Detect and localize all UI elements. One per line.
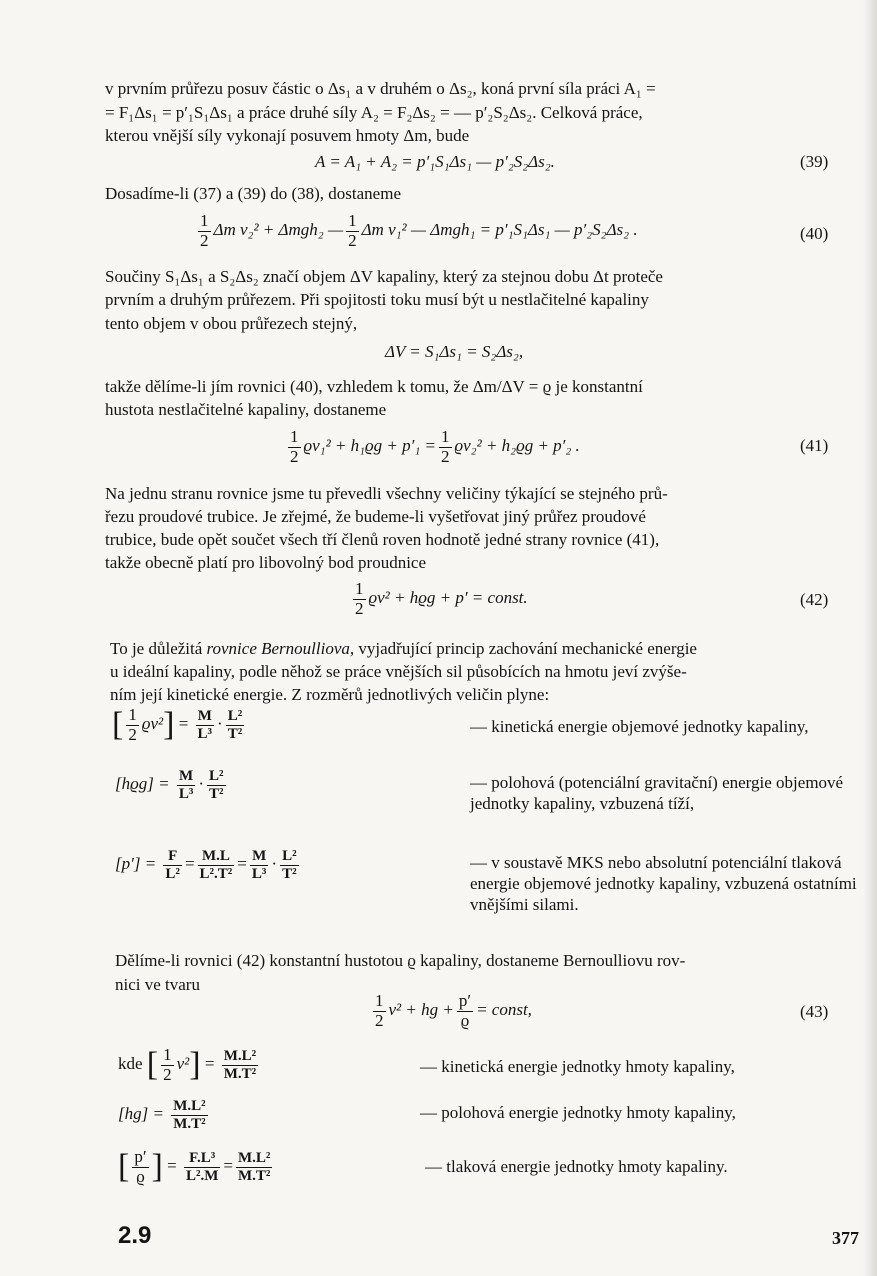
equation-43-number: (43) <box>800 1002 829 1021</box>
paragraph6-line1: To je důležitá rovnice Bernoulliova, vyjadřující princip zachování mechanické energie <box>110 639 697 658</box>
dimension-pressure-volume: [p′] = $\frac{F}{\text{L²}}$ = $\frac{M.L}{\text{L².T²}}$ = $\frac{M}{\text{L³}}$ · $\frac{\text{L²}}{\text{T²}}$ <box>115 848 297 882</box>
paragraph5-line4: takže obecně platí pro libovolný bod proudnice <box>105 553 427 572</box>
equation-40: $\frac{1}{2}$ Δm v₂² + Δmgh₂ — $\frac{1}{2}$ Δm v₁² — Δmgh₁ = p′₁S₁Δs₁ — p′₂S₂Δs₂ . <box>200 211 638 250</box>
equation-39-number: (39) <box>800 152 829 171</box>
paragraph5-line3: trubice, bude opět součet všech tří členů roven hodnotě jedné strany rovnice (41), <box>105 530 660 549</box>
paragraph2-line1: Dosadíme-li (37) a (39) do (38), dostaneme <box>105 184 401 203</box>
dimension-potential-mass: [hg] = $\frac{\text{M.L²}}{\text{M.T²}}$ <box>118 1098 206 1132</box>
equation-41: $\frac{1}{2}$ ϱv₁² + h₁ϱg + p′₁ = $\frac{1}{2}$ ϱv₂² + h₂ϱg + p′₂ . <box>290 427 580 466</box>
description-kinetic-mass: — kinetická energie jednotky hmoty kapaliny, <box>420 1057 735 1076</box>
description-potential-mass: — polohová energie jednotky hmoty kapaliny, <box>420 1103 736 1122</box>
dimension-kinetic-mass: kde [ $\frac{1}{2}$ v²] = $\frac{\text{M.L²}}{\text{M.T²}}$ <box>118 1045 257 1084</box>
dimension-potential-volume: [hϱg] = $\frac{M}{\text{L³}}$ · $\frac{\text{L²}}{\text{T²}}$ <box>115 768 224 802</box>
paragraph1-line2: = F₁Δs₁ = p′₁S₁Δs₁ a práce druhé síly A₂ = F₂Δs₂ = — p′₂S₂Δs₂. Celková práce, <box>105 103 643 122</box>
bernoulli-term: rovnice Bernoulliova <box>206 639 350 658</box>
paragraph4-line1: takže dělíme-li jím rovnici (40), vzhledem k tomu, že Δm/ΔV = ϱ je konstantní <box>105 377 643 396</box>
paragraph5-line2: řezu proudové trubice. Je zřejmé, že budeme-li vyšetřovat jiný průřez proudové <box>105 507 646 526</box>
section-number: 2.9 <box>118 1222 152 1249</box>
fraction-half: $\frac{1}{2}$ <box>375 991 384 1030</box>
description-pressure-volume: — v soustavě MKS nebo absolutní potenciální tlaková energie objemové jednotky kapaliny, vzbuzená ostatními vnějšími silami. <box>470 853 857 914</box>
equation-42-number: (42) <box>800 590 829 609</box>
equation-42: $\frac{1}{2}$ ϱv² + hϱg + p′ = const. <box>355 579 528 618</box>
dimension-kinetic-volume: [ $\frac{1}{2}$ ϱv²] = $\frac{M}{\text{L³}}$ · $\frac{\text{L²}}{\text{T²}}$ <box>112 705 243 744</box>
paragraph6-line3: ním její kinetické energie. Z rozměrů jednotlivých veličin plyne: <box>110 685 550 704</box>
fraction-half: $\frac{1}{2}$ <box>441 427 450 466</box>
paragraph4-line2: hustota nestlačitelné kapaliny, dostaneme <box>105 400 387 419</box>
fraction-p-over-rho: $\frac{p'}{ϱ}$ <box>458 991 472 1030</box>
paragraph7-line2: nici ve tvaru <box>115 975 200 994</box>
fraction-half: $\frac{1}{2}$ <box>200 211 209 250</box>
description-potential-volume: — polohová (potenciální gravitační) energie objemové jednotky kapaliny, vzbuzená tíží, <box>470 773 844 813</box>
fraction-half: $\frac{1}{2}$ <box>355 579 364 618</box>
equation-40-number: (40) <box>800 224 829 243</box>
equation-43: $\frac{1}{2}$ v² + hg + $\frac{p'}{ϱ}$ = const, <box>375 991 532 1030</box>
fraction-half: $\frac{1}{2}$ <box>348 211 357 250</box>
description-kinetic-volume: — kinetická energie objemové jednotky kapaliny, <box>470 717 809 736</box>
paragraph3-line3: tento objem v obou průřezech stejný, <box>105 314 358 333</box>
paragraph1-line1: v prvním průřezu posuv částic o Δs₁ a v druhém o Δs₂, koná první síla práci A₁ = <box>105 79 656 98</box>
paragraph5-line1: Na jednu stranu rovnice jsme tu převedli všechny veličiny týkající se stejného prů- <box>105 484 668 503</box>
dimension-pressure-mass: [ $\frac{p'}{ϱ}$ ] = $\frac{\text{F.L³}}{\text{L².M}}$ = $\frac{\text{M.L²}}{\text{M.T²}}$ <box>118 1147 271 1186</box>
page-number: 377 <box>832 1228 859 1248</box>
description-pressure-mass: — tlaková energie jednotky hmoty kapaliny. <box>425 1157 728 1176</box>
paragraph3-line2: prvním a druhým průřezem. Při spojitosti toku musí být u nestlačitelné kapaliny <box>105 290 649 309</box>
page-edge-shadow <box>863 0 877 1276</box>
paragraph3-line1: Součiny S₁Δs₁ a S₂Δs₂ značí objem ΔV kapaliny, který za stejnou dobu Δt proteče <box>105 267 663 286</box>
paragraph1-line3: kterou vnější síly vykonají posuvem hmoty Δm, bude <box>105 126 470 145</box>
paragraph7-line1: Dělíme-li rovnici (42) konstantní hustotou ϱ kapaliny, dostaneme Bernoulliovu rov- <box>115 951 686 970</box>
equation-39: A = A₁ + A₂ = p′₁S₁Δs₁ — p′₂S₂Δs₂. <box>315 152 555 171</box>
fraction-half: $\frac{1}{2}$ <box>290 427 299 466</box>
equation-delta-v: ΔV = S₁Δs₁ = S₂Δs₂, <box>385 342 524 361</box>
paragraph6-line2: u ideální kapaliny, podle něhož se práce vnějších sil působících na hmotu jeví zvýše- <box>110 662 687 681</box>
equation-41-number: (41) <box>800 436 829 455</box>
